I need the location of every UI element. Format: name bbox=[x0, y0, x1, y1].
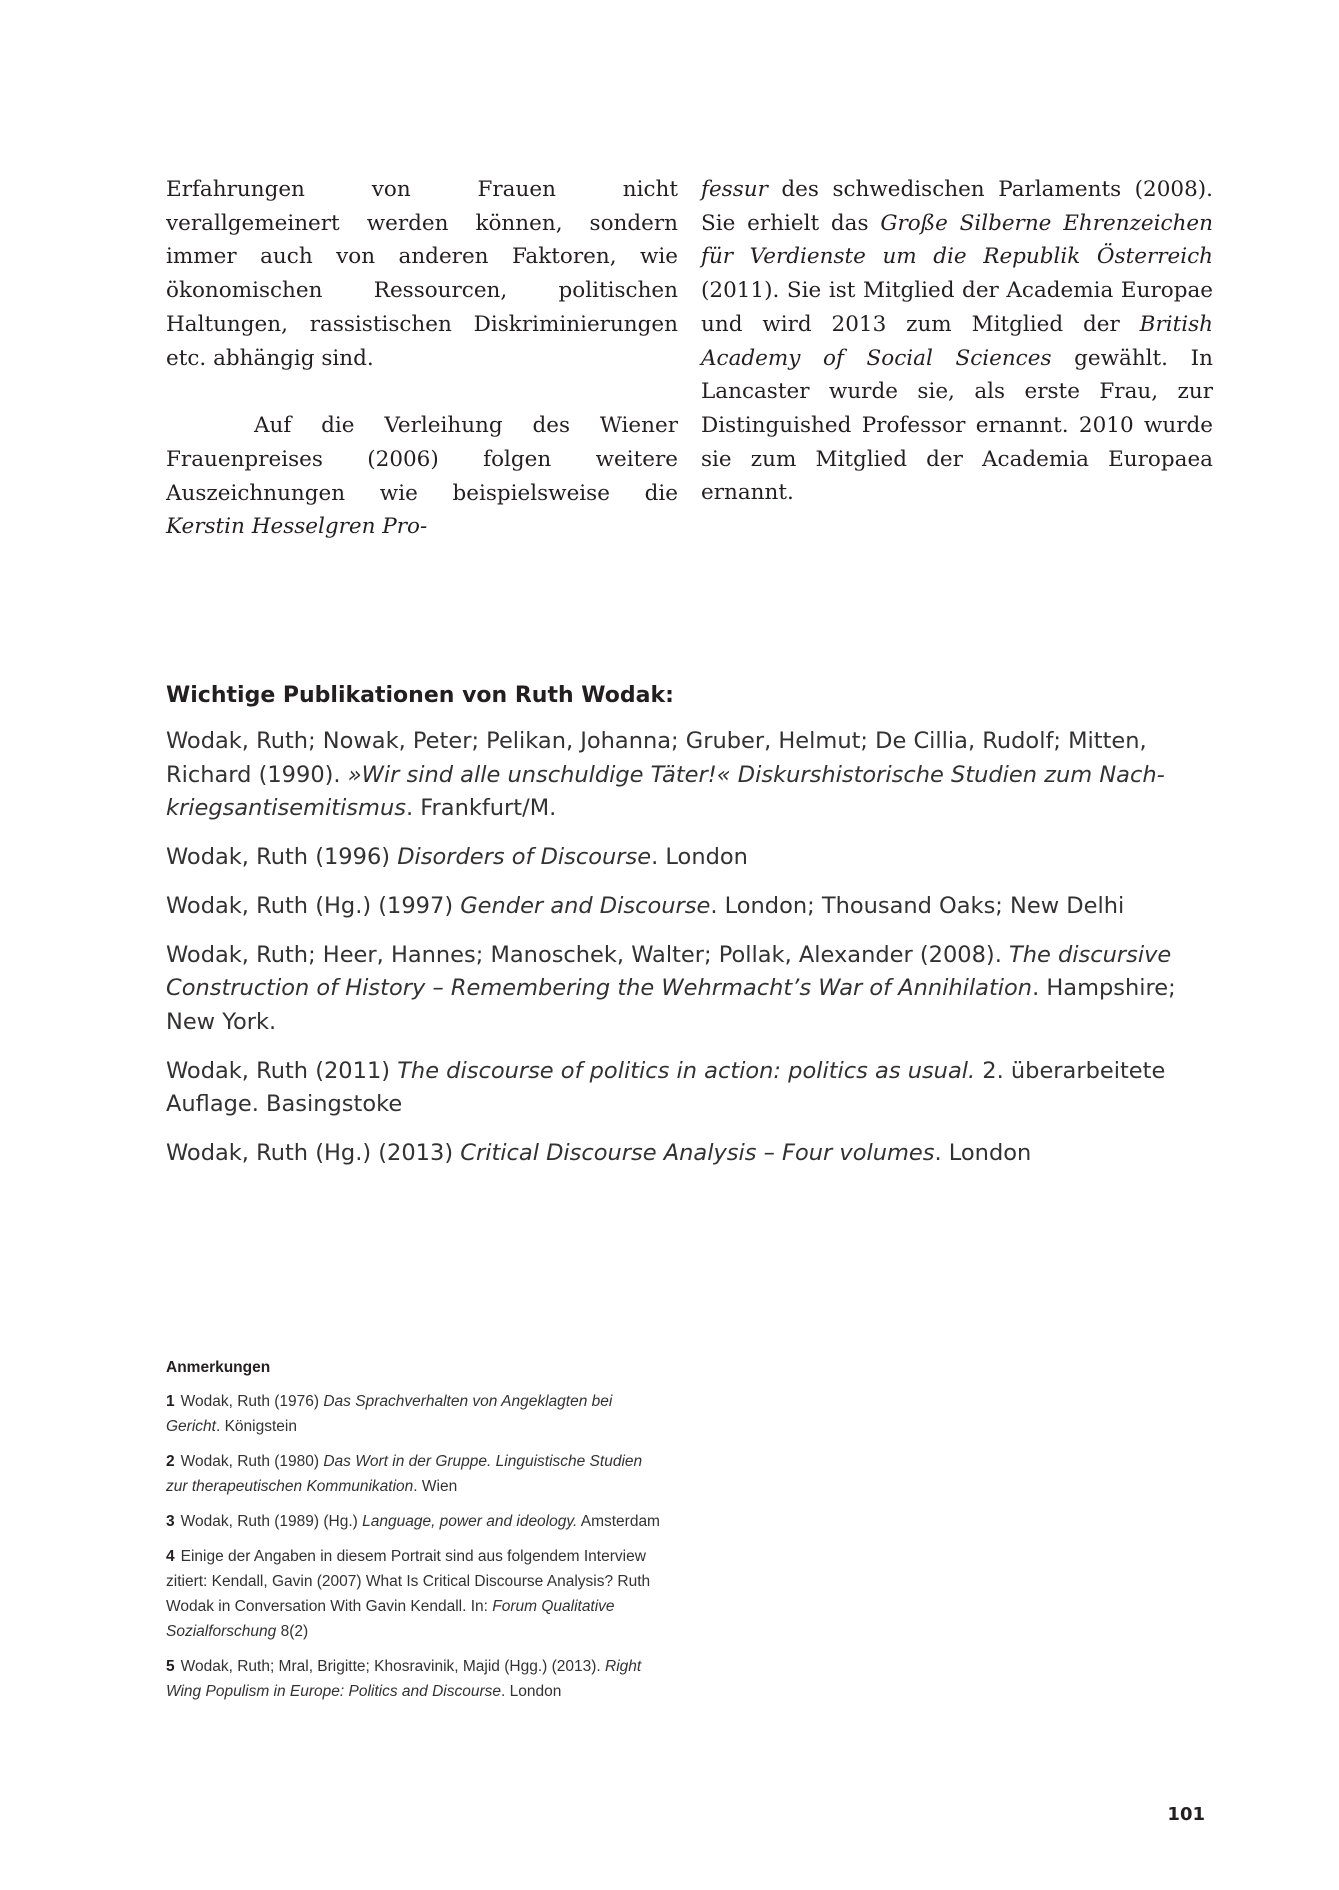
page-number: 101 bbox=[1167, 1804, 1205, 1825]
note-number: 2 bbox=[166, 1453, 175, 1470]
paragraph-3: fessur des schwedischen Parlaments (2008). Sie erhielt das Große Silberne Ehrenzeichen für Verdienste um die Republik Österreich (2011). Sie ist Mitglied der Academia Europae und wird 2013 zum Mitglied der British Academy of Social Sciences gewählt. In Lancaster wurde sie, als erste Frau, zur Distinguished Professor ernannt. 2010 wurde sie zum Mitglied der Academia Europaea ernannt. bbox=[701, 177, 1213, 506]
note-number: 1 bbox=[166, 1393, 175, 1410]
body-columns bbox=[166, 173, 1213, 544]
left-column bbox=[166, 173, 678, 544]
note-number: 3 bbox=[166, 1513, 175, 1530]
publication-item: Wodak, Ruth (Hg.) (2013) Critical Discourse Analysis – Four volumes. London bbox=[166, 1140, 1032, 1167]
publication-item: Wodak, Ruth; Nowak, Peter; Pelikan, Johanna; Gruber, Helmut; De Cillia, Rudolf; Mitten, Richard (1990). »Wir sind alle unschuldige Täter!« Diskurshistorische Studien zum Nachkriegsantisemitismus. Frankfurt/M. bbox=[166, 728, 1165, 822]
right-column bbox=[701, 173, 1213, 544]
note-item: 2 Wodak, Ruth (1980) Das Wort in der Gruppe. Linguistische Studien zur therapeutischen Kommunikation. Wien bbox=[166, 1453, 643, 1495]
publication-item: Wodak, Ruth; Heer, Hannes; Manoschek, Walter; Pollak, Alexander (2008). The discursive Construction of History – Remembering the Wehrmacht’s War of Annihilation. Hampshire; New York. bbox=[166, 941, 1176, 1035]
note-number: 5 bbox=[166, 1658, 175, 1675]
paragraph-2: Auf die Verleihung des Wiener Frauenpreises (2006) folgen weitere Auszeichnungen wie beispielsweise die Kerstin Hesselgren Pro- bbox=[166, 413, 678, 540]
note-item: 1 Wodak, Ruth (1976) Das Sprachverhalten von Angeklagten bei Gericht. Königstein bbox=[166, 1393, 613, 1435]
note-item: 3 Wodak, Ruth (1989) (Hg.) Language, power and ideology. Amsterdam bbox=[166, 1513, 660, 1530]
publication-item: Wodak, Ruth (Hg.) (1997) Gender and Discourse. London; Thousand Oaks; New Delhi bbox=[166, 892, 1125, 919]
prize-name: Kerstin Hesselgren Pro- bbox=[166, 514, 428, 540]
publications-section bbox=[166, 683, 1216, 1186]
publication-item: Wodak, Ruth (1996) Disorders of Discourse. London bbox=[166, 844, 748, 871]
note-item: 5 Wodak, Ruth; Mral, Brigitte; Khosravinik, Majid (Hgg.) (2013). Right Wing Populism in Europe: Politics and Discourse. London bbox=[166, 1658, 642, 1700]
paragraph-1: Erfahrungen von Frauen nicht verallgemeinert werden können, sondern immer auch von anderen Faktoren, wie ökonomischen Ressourcen, politischen Haltungen, rassistischen Diskriminierungen etc. abhängig sind. bbox=[166, 177, 678, 371]
note-number: 4 bbox=[166, 1548, 175, 1565]
notes-heading: Anmerkungen bbox=[166, 1359, 271, 1376]
notes-section bbox=[166, 1359, 666, 1714]
publications-heading: Wichtige Publikationen von Ruth Wodak: bbox=[166, 683, 674, 708]
note-item: 4 Einige der Angaben in diesem Portrait sind aus folgendem Interview zitiert: Kendall, Gavin (2007) What Is Critical Discourse Analysis? Ruth Wodak in Conversation With Gavin Kendall. In: Forum Qualitative Sozialforschung 8(2) bbox=[166, 1548, 651, 1640]
publication-item: Wodak, Ruth (2011) The discourse of politics in action: politics as usual. 2. überarbeitete Auflage. Basingstoke bbox=[166, 1057, 1166, 1118]
